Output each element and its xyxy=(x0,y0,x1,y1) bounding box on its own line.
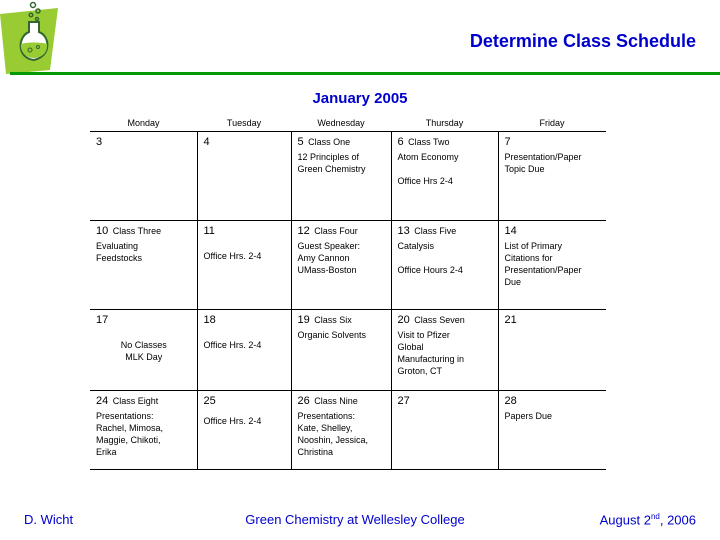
day-number: 24 xyxy=(96,395,109,407)
cell-text: 12 Principles of xyxy=(297,152,360,162)
day-cell xyxy=(197,132,291,221)
cell-text: Presentation/Paper xyxy=(504,265,582,275)
day-cell xyxy=(197,391,291,470)
cell-text: Guest Speaker: xyxy=(297,241,361,251)
class-label: Class Five xyxy=(414,226,457,236)
office-hours-note: Office Hrs 2-4 xyxy=(397,176,453,186)
class-label: Class Seven xyxy=(414,315,465,325)
day-cell xyxy=(90,391,197,470)
day-number: 11 xyxy=(203,225,215,237)
footer-date-year: , 2006 xyxy=(659,512,696,528)
day-cell xyxy=(391,310,498,391)
cell-text: Feedstocks xyxy=(96,253,143,263)
cell-text: Kate, Shelley, xyxy=(297,423,353,433)
cell-text: Citations for xyxy=(504,253,553,263)
cell-text: Erika xyxy=(96,447,117,457)
holiday-note: No Classes MLK Day xyxy=(120,340,167,362)
day-number: 21 xyxy=(504,314,517,326)
week-row xyxy=(90,310,606,391)
day-number: 28 xyxy=(504,395,517,407)
class-label: Class Three xyxy=(112,226,162,236)
month-title: January 2005 xyxy=(312,90,408,107)
day-number: 6 xyxy=(397,136,404,148)
office-hours-note: Office Hrs. 2-4 xyxy=(203,251,262,261)
day-number: 5 xyxy=(297,136,304,148)
day-number: 3 xyxy=(96,136,103,148)
day-cell xyxy=(90,221,197,310)
class-label: Class Nine xyxy=(314,396,358,406)
footer-course-text: Green Chemistry at Wellesley College xyxy=(245,512,465,527)
day-number: 4 xyxy=(203,136,210,148)
day-cell xyxy=(391,391,498,470)
day-cell xyxy=(498,221,606,310)
page-title: Determine Class Schedule xyxy=(469,31,696,51)
cell-text: Manufacturing in xyxy=(397,354,465,364)
day-number: 26 xyxy=(297,395,310,407)
cell-text: Topic Due xyxy=(504,164,545,174)
day-number: 10 xyxy=(96,225,109,237)
footer-date-suffix: nd xyxy=(650,512,660,521)
day-cell xyxy=(291,391,391,470)
footer-date-main: August 2 xyxy=(599,512,651,528)
weekday-wednesday: Wednesday xyxy=(291,114,391,132)
class-label: Class Two xyxy=(408,137,450,147)
class-label: Class Six xyxy=(314,315,352,325)
day-cell xyxy=(291,221,391,310)
day-cell xyxy=(197,310,291,391)
cell-text: Papers Due xyxy=(504,411,553,421)
day-number: 17 xyxy=(96,314,109,326)
day-number: 13 xyxy=(397,225,410,237)
day-cell xyxy=(197,221,291,310)
day-number: 14 xyxy=(504,225,517,237)
cell-text: Nooshin, Jessica, xyxy=(297,435,369,445)
day-number: 25 xyxy=(203,395,216,407)
cell-text: Rachel, Mimosa, xyxy=(96,423,164,433)
day-cell xyxy=(391,221,498,310)
day-number: 20 xyxy=(397,314,410,326)
day-cell xyxy=(90,132,197,221)
weekday-thursday: Thursday xyxy=(391,114,498,132)
cell-text: Presentations: xyxy=(297,411,356,421)
week-row xyxy=(90,391,606,470)
cell-text: Evaluating xyxy=(96,241,139,251)
day-number: 19 xyxy=(297,314,310,326)
day-cell xyxy=(291,310,391,391)
cell-text: UMass-Boston xyxy=(297,265,357,275)
cell-text: Atom Economy xyxy=(397,152,459,162)
cell-text: Catalysis xyxy=(397,241,435,251)
cell-text: Due xyxy=(504,277,522,287)
day-cell xyxy=(90,310,197,391)
day-number: 18 xyxy=(203,314,216,326)
cell-text: Amy Cannon xyxy=(297,253,350,263)
cell-text: Presentations: xyxy=(96,411,154,421)
class-label: Class One xyxy=(308,137,351,147)
day-cell xyxy=(498,391,606,470)
weekday-friday: Friday xyxy=(498,114,606,132)
weekday-tuesday: Tuesday xyxy=(197,114,291,132)
cell-text: Organic Solvents xyxy=(297,330,367,340)
weekday-monday: Monday xyxy=(90,114,197,132)
day-number: 12 xyxy=(297,225,310,237)
day-cell xyxy=(498,132,606,221)
header-rule xyxy=(10,72,720,75)
week-row xyxy=(90,221,606,310)
day-cell xyxy=(291,132,391,221)
cell-text: List of Primary xyxy=(504,241,563,251)
cell-text: Maggie, Chikoti, xyxy=(96,435,161,445)
class-label: Class Eight xyxy=(112,396,159,406)
day-number: 27 xyxy=(397,395,410,407)
cell-text: Groton, CT xyxy=(397,366,443,376)
office-hours-note: Office Hrs. 2-4 xyxy=(203,416,262,426)
footer-date xyxy=(600,512,696,527)
office-hours-note: Office Hrs. 2-4 xyxy=(203,340,262,350)
weekday-header-row xyxy=(90,114,606,132)
cell-text: Christina xyxy=(297,447,334,457)
cell-text: Visit to Pfizer xyxy=(397,330,450,340)
cell-text: Green Chemistry xyxy=(297,164,366,174)
day-cell xyxy=(498,310,606,391)
class-label: Class Four xyxy=(314,226,358,236)
day-number: 7 xyxy=(504,136,511,148)
cell-text: Presentation/Paper xyxy=(504,152,582,162)
calendar-table xyxy=(90,114,606,470)
day-cell xyxy=(391,132,498,221)
office-hours-note: Office Hours 2-4 xyxy=(397,265,463,275)
chemistry-flask-icon xyxy=(0,0,64,76)
cell-text: Global xyxy=(397,342,424,352)
week-row xyxy=(90,132,606,221)
footer-author: D. Wicht xyxy=(24,512,74,527)
